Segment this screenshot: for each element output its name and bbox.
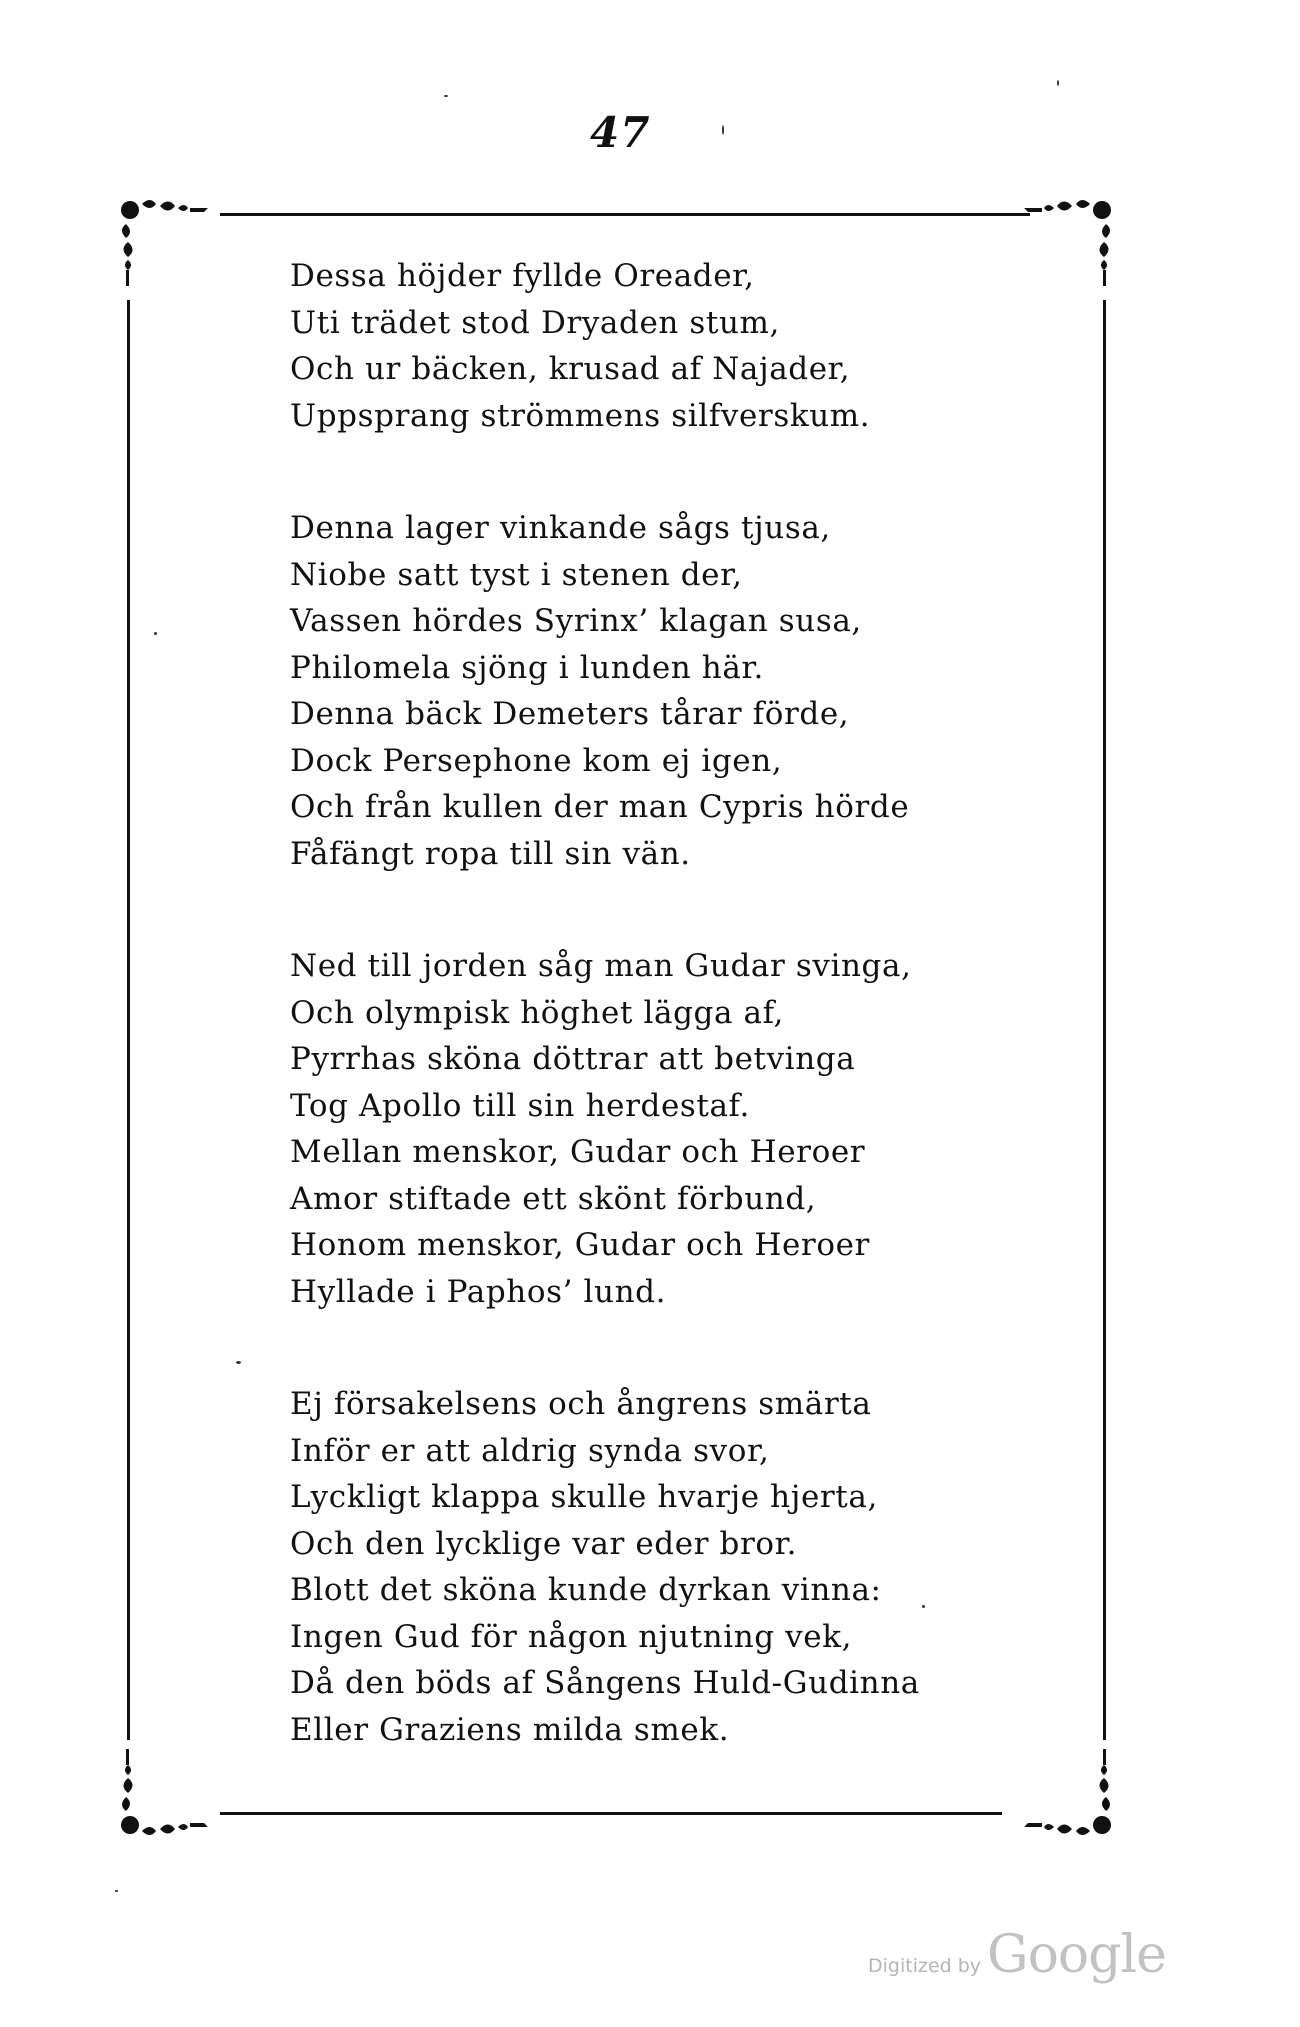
poem-line: Tog Apollo till sin herdestaf. xyxy=(290,1087,750,1124)
floral-corner-icon xyxy=(1010,190,1120,300)
poem-line: Lyckligt klappa skulle hvarje hjerta, xyxy=(290,1479,878,1515)
floral-corner-icon xyxy=(112,1735,222,1845)
poem-line: Fåfängt ropa till sin vän. xyxy=(290,835,691,872)
poem-body xyxy=(290,253,950,1819)
poem-line: Mellan menskor, Gudar och Heroer xyxy=(290,1134,866,1170)
stanza-2 xyxy=(290,505,950,877)
right-rule xyxy=(1103,300,1106,1740)
poem-line: Dessa höjder fyllde Oreader, xyxy=(290,258,755,294)
watermark-brand: Google xyxy=(987,1925,1166,1985)
print-speck xyxy=(922,1605,925,1608)
print-speck xyxy=(154,632,157,635)
digitized-watermark xyxy=(868,1925,1166,1985)
print-speck xyxy=(115,1890,118,1892)
poem-line: Och från kullen der man Cypris hörde xyxy=(290,789,910,825)
poem-line: Inför er att aldrig synda svor, xyxy=(290,1432,770,1469)
stanza-4 xyxy=(290,1381,950,1753)
print-speck xyxy=(444,95,448,97)
poem-line: Och olympisk höghet lägga af, xyxy=(290,994,785,1031)
print-speck xyxy=(722,125,724,135)
poem-line: Dock Persephone kom ej igen, xyxy=(290,742,783,779)
poem-line: Ingen Gud för någon njutning vek, xyxy=(290,1618,853,1655)
poem-line: Och ur bäcken, krusad af Najader, xyxy=(290,351,851,387)
poem-line: Ned till jorden såg man Gudar svinga, xyxy=(290,948,912,984)
poem-line: Vassen hördes Syrinx’ klagan susa, xyxy=(290,603,862,639)
poem-line: Hyllade i Paphos’ lund. xyxy=(290,1273,667,1310)
poem-line: Ej försakelsens och ångrens smärta xyxy=(290,1386,872,1422)
poem-line: Blott det sköna kunde dyrkan vinna: xyxy=(290,1572,882,1608)
poem-line: Honom menskor, Gudar och Heroer xyxy=(290,1227,870,1263)
left-rule xyxy=(127,300,130,1740)
poem-line: Då den böds af Sångens Huld-Gudinna xyxy=(290,1665,920,1701)
page-number: 47 xyxy=(590,108,651,157)
stanza-3 xyxy=(290,943,950,1315)
poem-line: Philomela sjöng i lunden här. xyxy=(290,649,764,686)
poem-line: Amor stiftade ett skönt förbund, xyxy=(290,1180,817,1217)
floral-corner-icon xyxy=(1010,1735,1120,1845)
print-speck xyxy=(1057,80,1059,86)
floral-corner-icon xyxy=(112,190,222,300)
poem-line: Och den lycklige var eder bror. xyxy=(290,1525,798,1562)
print-speck xyxy=(236,1361,241,1364)
poem-line: Eller Graziens milda smek. xyxy=(290,1711,730,1748)
watermark-prefix: Digitized by xyxy=(868,1955,982,1977)
top-rule xyxy=(220,213,1030,216)
poem-line: Denna bäck Demeters tårar förde, xyxy=(290,696,850,732)
poem-line: Uti trädet stod Dryaden stum, xyxy=(290,304,780,341)
poem-line: Pyrrhas sköna döttrar att betvinga xyxy=(290,1041,856,1077)
poem-line: Uppsprang strömmens silfverskum. xyxy=(290,397,871,434)
poem-line: Niobe satt tyst i stenen der, xyxy=(290,556,743,593)
poem-line: Denna lager vinkande sågs tjusa, xyxy=(290,510,831,546)
stanza-1 xyxy=(290,253,950,439)
